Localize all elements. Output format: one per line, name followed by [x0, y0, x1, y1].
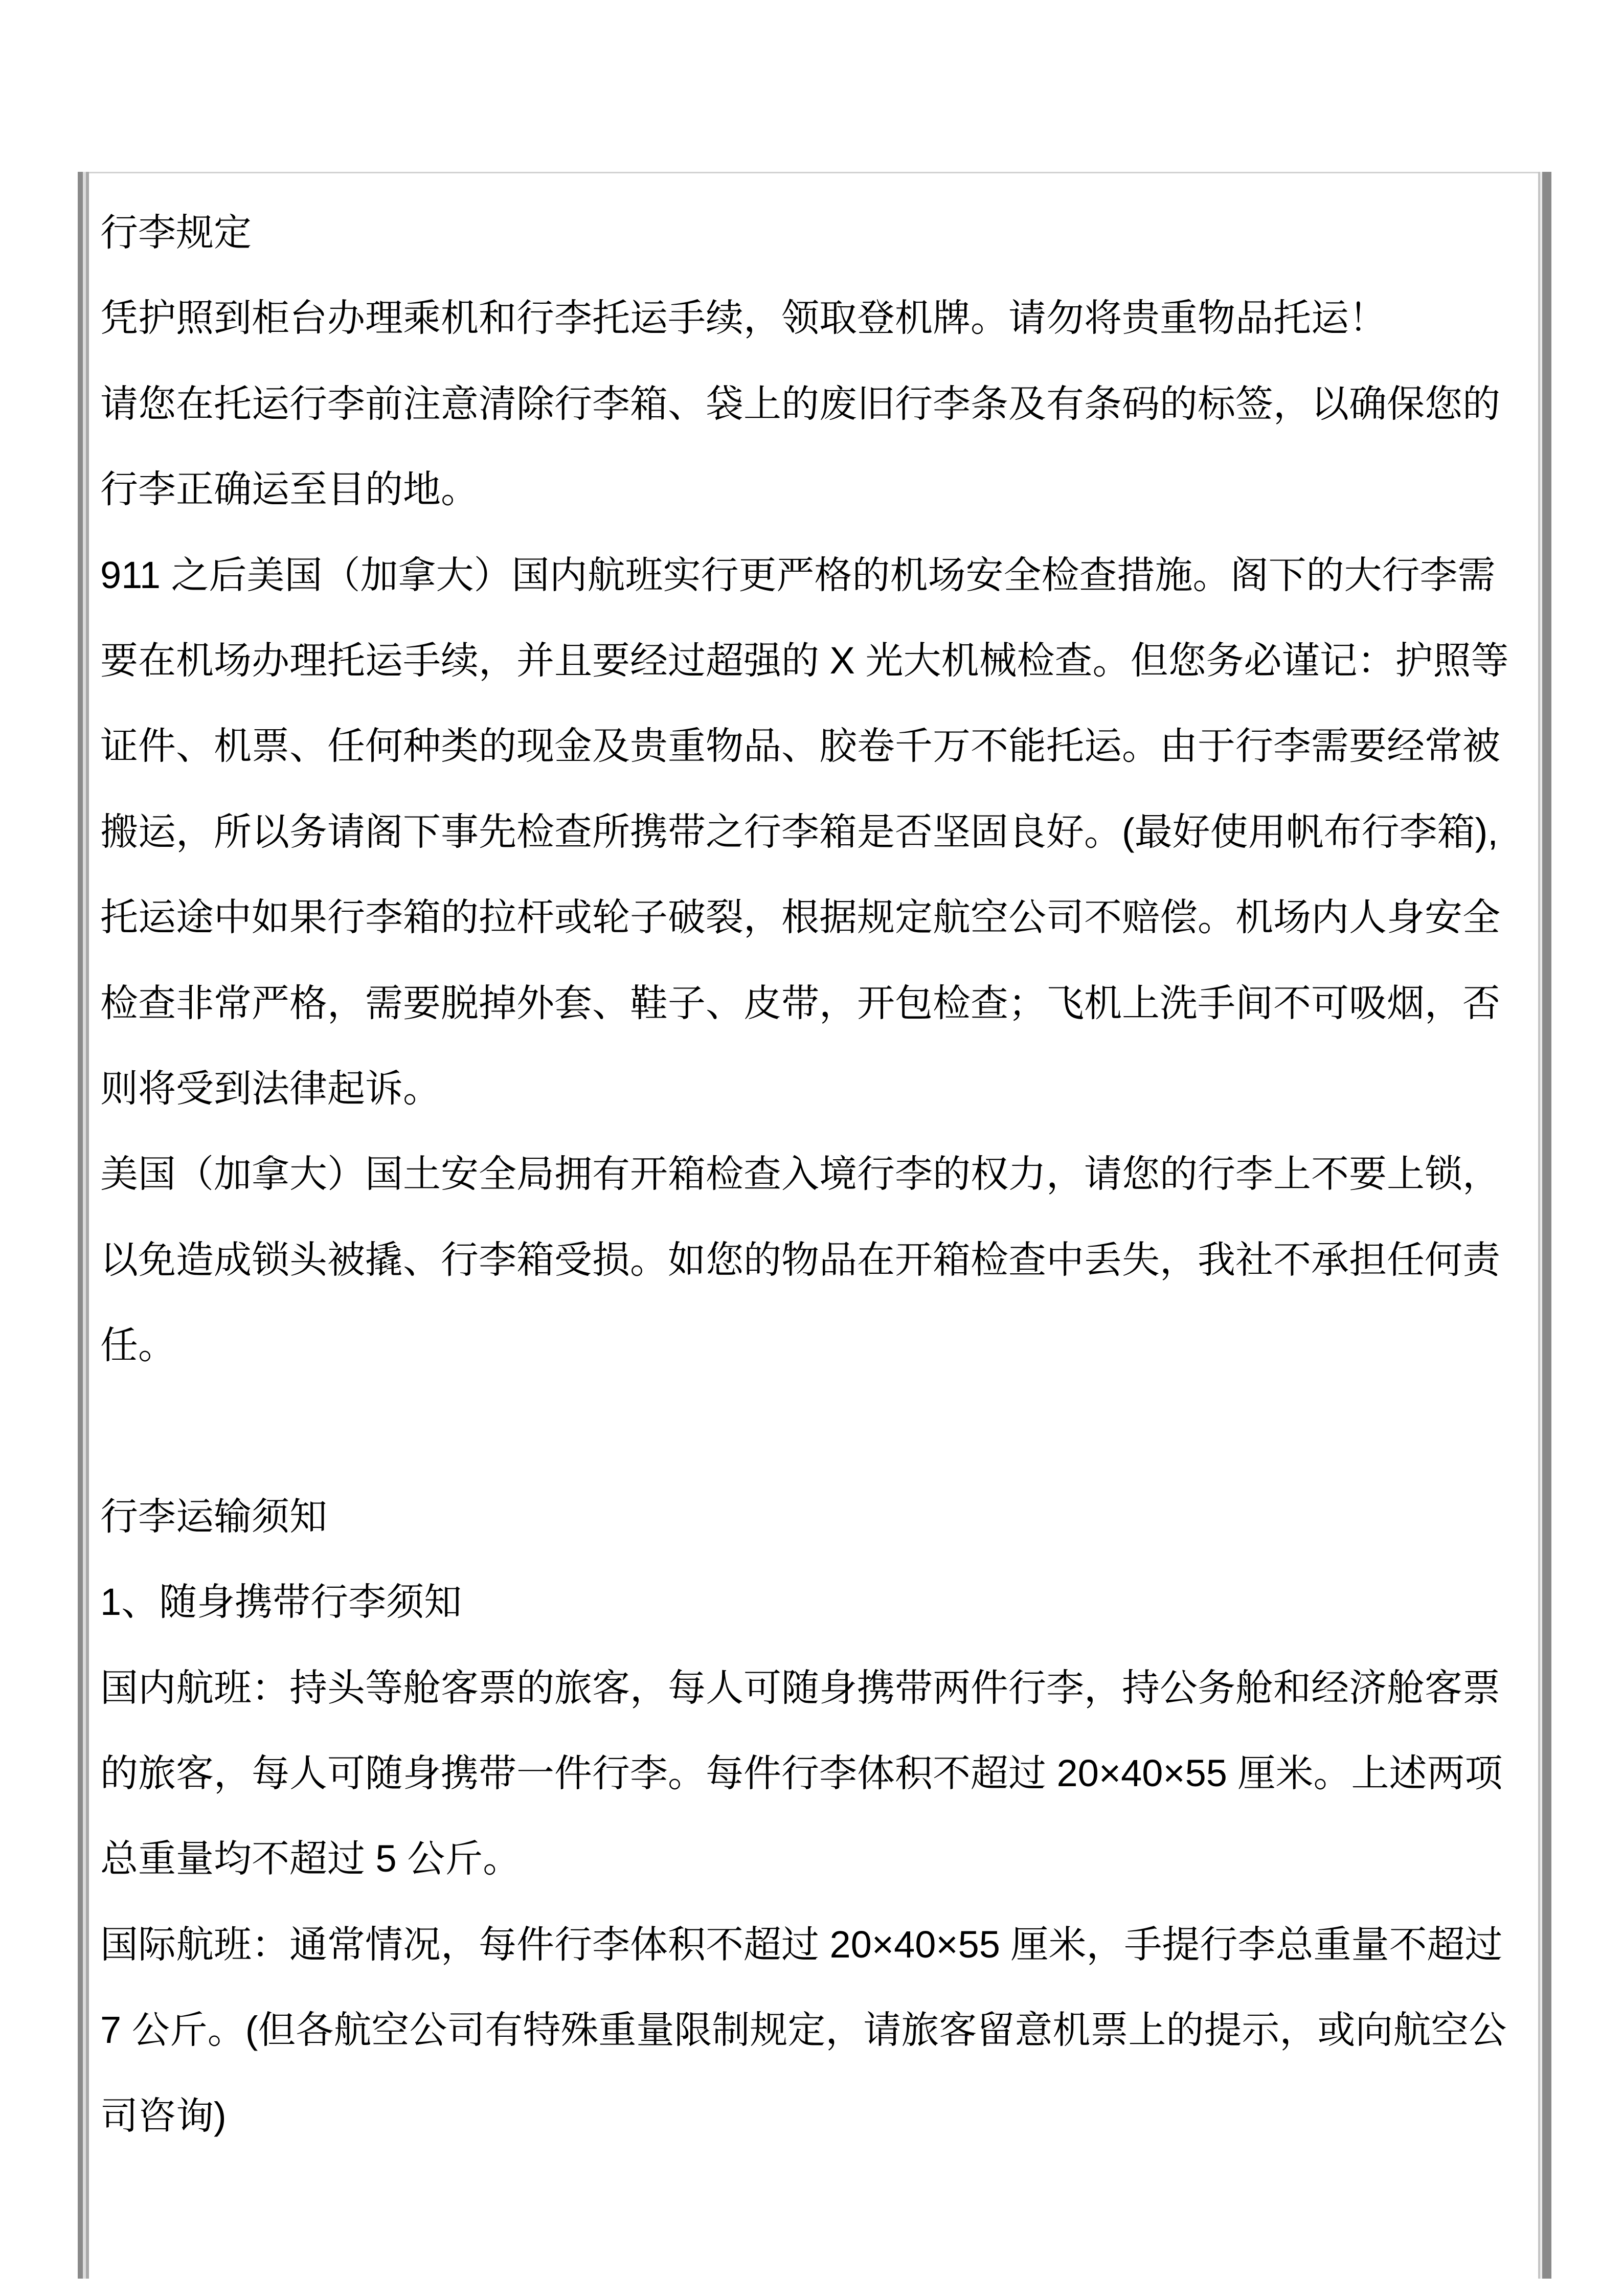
paragraph-line: 证件、机票、任何种类的现金及贵重物品、胶卷千万不能托运。由于行李需要经常被	[100, 725, 1500, 768]
paragraph-line: 总重量均不超过 5 公斤。	[100, 1837, 521, 1880]
paragraph-line: 的旅客，每人可随身携带一件行李。每件行李体积不超过 20×40×55 厘米。上述两项	[100, 1752, 1503, 1795]
paragraph-line: 托运途中如果行李箱的拉杆或轮子破裂，根据规定航空公司不赔偿。机场内人身安全	[100, 896, 1500, 939]
paragraph-line: 搬运，所以务请阁下事先检查所携带之行李箱是否坚固良好。(最好使用帆布行李箱),	[100, 810, 1498, 853]
paragraph-line: 任。	[100, 1324, 176, 1367]
section-baggage-rules	[100, 190, 1537, 1388]
paragraph-security-check	[100, 532, 1537, 1132]
section-title: 行李规定	[100, 211, 252, 254]
paragraph-line: 请您在托运行李前注意清除行李箱、袋上的废旧行李条及有条码的标签，以确保您的	[100, 382, 1500, 425]
paragraph-line: 则将受到法律起诉。	[100, 1067, 441, 1110]
paragraph-line: 美国（加拿大）国土安全局拥有开箱检查入境行李的权力，请您的行李上不要上锁，	[100, 1153, 1500, 1196]
paragraph-line: 911 之后美国（加拿大）国内航班实行更严格的机场安全检查措施。阁下的大行李需	[100, 553, 1496, 596]
frame-left-inner-line	[86, 172, 89, 2279]
frame-top-border	[78, 172, 1551, 173]
paragraph-line: 检查非常严格，需要脱掉外套、鞋子、皮带，开包检查；飞机上洗手间不可吸烟，否	[100, 981, 1500, 1024]
paragraph-domestic-flights	[100, 1645, 1537, 1902]
paragraph-line: 7 公斤。(但各航空公司有特殊重量限制规定，请旅客留意机票上的提示，或向航空公	[100, 2009, 1507, 2052]
frame-right-outer-line	[1542, 172, 1551, 2279]
frame-left-border	[78, 172, 89, 2279]
paragraph-line: 要在机场办理托运手续，并且要经过超强的 X 光大机械检查。但您务必谨记：护照等	[100, 639, 1509, 682]
section-baggage-transport	[100, 1474, 1537, 2158]
blank-line	[100, 1388, 1537, 1473]
paragraph-line: 以免造成锁头被撬、行李箱受损。如您的物品在开箱检查中丢失，我社不承担任何责	[100, 1238, 1500, 1281]
paragraph-line: 行李正确运至目的地。	[100, 468, 479, 511]
paragraph-line: 司咨询)	[100, 2094, 227, 2137]
frame-left-outer-line	[78, 172, 83, 2279]
frame-right-border	[1538, 172, 1551, 2279]
paragraph-no-locks	[100, 1131, 1537, 1388]
section-title: 行李运输须知	[100, 1495, 327, 1538]
paragraph-line: 凭护照到柜台办理乘机和行李托运手续，领取登机牌。请勿将贵重物品托运！	[100, 297, 1387, 340]
paragraph-international-flights	[100, 1902, 1537, 2158]
document-body	[100, 190, 1537, 2158]
paragraph-check-in	[100, 275, 1537, 361]
paragraph-remove-tags	[100, 361, 1537, 532]
section-subtitle: 1、随身携带行李须知	[100, 1581, 462, 1624]
paragraph-line: 国际航班：通常情况，每件行李体积不超过 20×40×55 厘米，手提行李总重量不超过	[100, 1923, 1503, 1966]
paragraph-line: 国内航班：持头等舱客票的旅客，每人可随身携带两件行李，持公务舱和经济舱客票	[100, 1666, 1500, 1709]
